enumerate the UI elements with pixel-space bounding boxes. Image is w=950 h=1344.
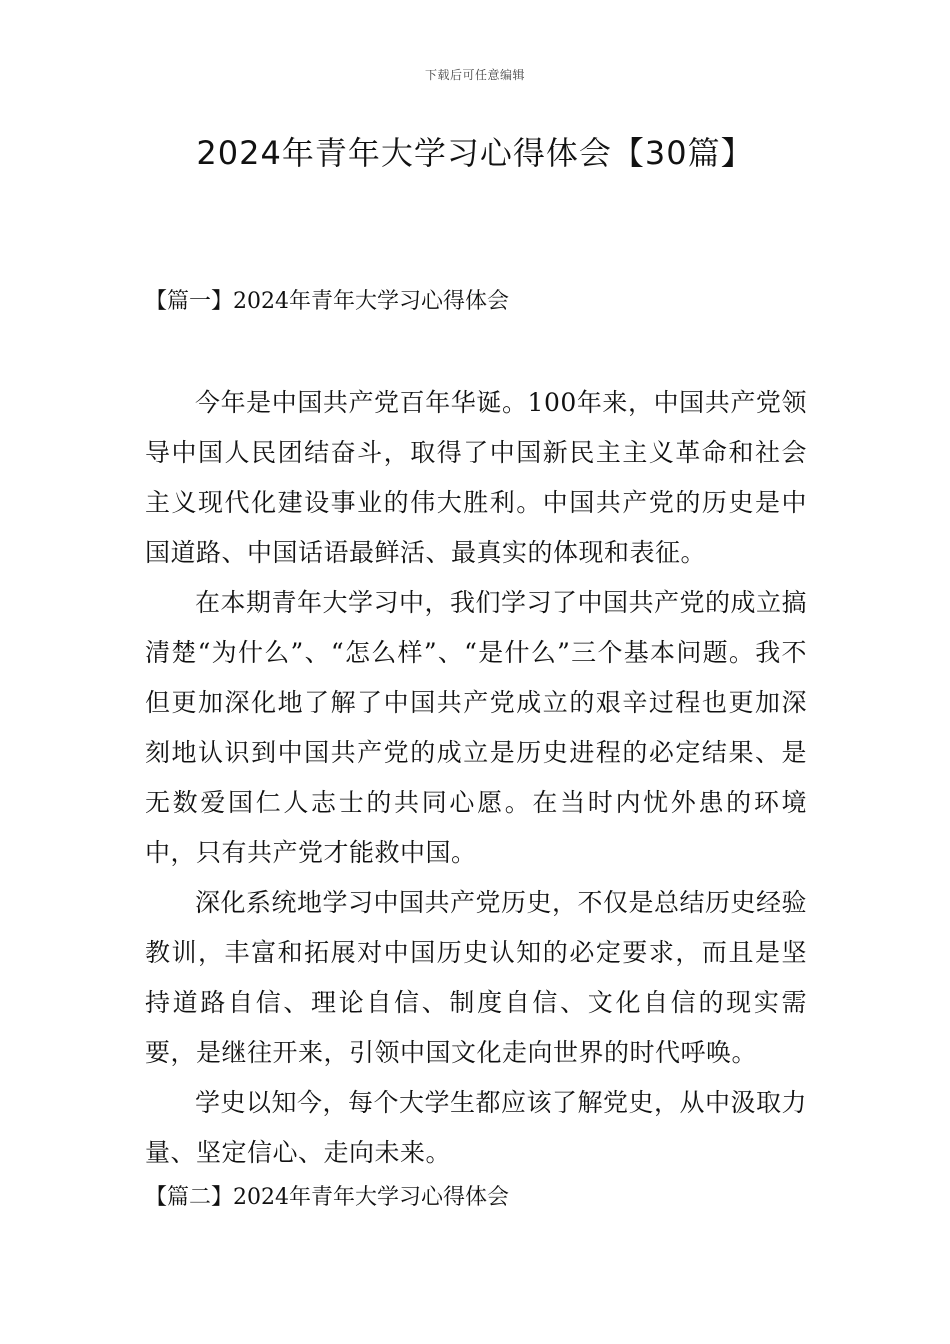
- paragraph-2: 在本期青年大学习中，我们学习了中国共产党的成立搞清楚“为什么”、“怎么样”、“是什么”三个基本问题。我不但更加深化地了解了中国共产党成立的艰辛过程也更加深刻地认识到中国共产党的成立是历史进程的必定结果、是无数爱国仁人志士的共同心愿。在当时内忧外患的环境中，只有共产党才能救中国。: [145, 588, 808, 867]
- document-title: 2024年青年大学习心得体会【30篇】: [196, 134, 754, 172]
- paragraph-1: 今年是中国共产党百年华诞。100年来，中国共产党领导中国人民团结奋斗，取得了中国新民主主义革命和社会主义现代化建设事业的伟大胜利。中国共产党的历史是中国道路、中国话语最鲜活、最真实的体现和表征。: [145, 388, 807, 567]
- paragraph-3: 深化系统地学习中国共产党历史，不仅是总结历史经验教训，丰富和拓展对中国历史认知的必定要求，而且是坚持道路自信、理论自信、制度自信、文化自信的现实需要，是继往开来，引领中国文化走向世界的时代呼唤。: [145, 888, 808, 1067]
- section-1-body: [145, 378, 807, 1178]
- section-heading-1: 【篇一】2024年青年大学习心得体会: [145, 289, 509, 314]
- section-heading-2: 【篇二】2024年青年大学习心得体会: [145, 1185, 509, 1210]
- header-note: 下载后可任意编辑: [424, 68, 525, 82]
- paragraph-4: 学史以知今，每个大学生都应该了解党史，从中汲取力量、坚定信心、走向未来。: [145, 1088, 808, 1167]
